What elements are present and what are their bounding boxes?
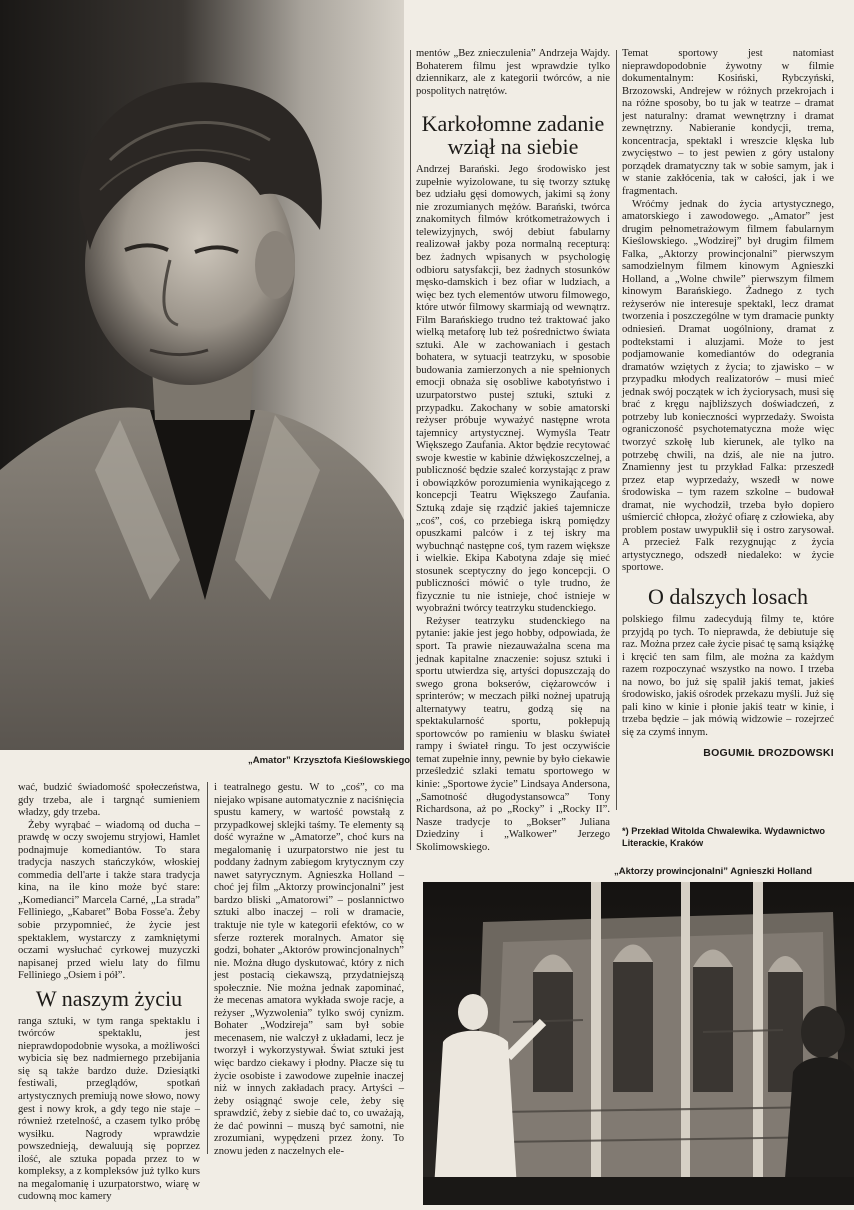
- col1-paragraph-2: Żeby wyrąbać – wiadomą od ducha – prawdę w oczy swojemu stryjowi, Hamlet podnajmuje komediantów. To stara tradycja naszych stańczyków, włoskiej commedia dell'arte i także stara tradycja kina, na ile kino może być stare: „Komedianci” Marcela Carné, „La strada” Felliniego, „Kabaret” Boba Fosse'a. Żeby sobie przypomnieć, że życie jest spektaklem, wystarczy z zamkniętymi oczami wysłuchać cyrkowej muzyczki napisanej przed wielu laty do filmu Felliniego „Osiem i pół”.: [18, 819, 200, 982]
- col3-paragraph-3: Reżyser teatrzyku studenckiego na pytanie: jakie jest jego hobby, odpowiada, że sport. Ta prawie niezauważalna scena ma jednak kapitalne znaczenie: sojusz sztuki i sportu utwierdza się, artyści dopuszczają do swego grona bokserów, ciężarowców i sprinterów; w meczach piłki nożnej upatrują alternatywy teatru, godzą się na spektakularność sportu, pokłepują sportowców po ramieniu w blasku świateł rampy i świateł ringu. To jest oczywiście temat zupełnie inny, pewnie by było ciekawie prześledzić szlaki tematu sportowego w kinie: „Sportowe życie” Lindsaya Andersona, „Samotność długodystansowca” Tony Richardsona, aż po „Rocky” i „Rocky II”. Nasze tradycje to „Bokser” Juliana Dziedziny i „Walkower” Jerzego Skolimowskiego.: [416, 615, 610, 853]
- photo-aktorzy: [423, 882, 854, 1205]
- col4-paragraph-2: Wróćmy jednak do życia artystycznego, amatorskiego i zawodowego. „Amator” jest drugim pełnometrażowym filmem fabularnym Kieślowskiego. „Wodzirej” był drugim filmem Falka, „Aktorzy prowincjonalni” pierwszym samodzielnym filmem kinowym Agnieszki Holland, a „Wolne chwile” pierwszym filmem kinowym Barańskiego. Żadnego z tych reżyserów nie interesuje spektakl, lecz dramat tworzenia i poszczególne w tym dramacie punkty odniesień. Dramat uogólniony, dramat z podtekstami i aluzjami. Może to jest podjamowanie komediantów do odegrania dramatów wziętych z życia; to zjawisko – w przypadku młodych realizatorów – musi mieć jednak swój początek w ich życiorysach, musi się brać z kręgu najbliższych doświadczeń, z potrzeby lub konieczności wyprzedaży. Swoista ograniczoność psychotematyczna może więc tworzyć szkołę lub kierunek, ale tylko na potrzebę chwili, na dziś, ale nie na jutro. Znamienny jest tu przykład Falka: przeszedł przez etap wyprzedaży, wszedł w nowe środowiska – tym razem szkolne – budował dramat, nie wychodził, trzeba było dopiero uśmiercić chłopca, złożyć ofiarę z człowieka, aby problem postaw uwypuklił się i ostro zarysował. A przecież Falk rezygnując z życia artystycznego, odszedł niedaleko: w życie sportowe.: [622, 198, 834, 574]
- col3-heading: Karkołomne zadanie wziął na siebie: [421, 111, 605, 160]
- author-signature: BOGUMIŁ DROZDOWSKI: [703, 747, 834, 760]
- col1-heading: W naszym życiu: [35, 985, 183, 1011]
- photo-amator-caption: „Amator” Krzysztofa Kieślowskiego: [248, 755, 411, 766]
- photo-aktorzy-image: [423, 882, 854, 1205]
- footnote: *) Przekład Witolda Chwalewika. Wydawnictwo Literackie, Kraków: [622, 826, 825, 848]
- col2-paragraph-1: i teatralnego gestu. W to „coś”, co ma niejako wpisane automatycznie z naciśnięcia spustu kamery, w wartość powstałą z przypadkowej sklejki taśmy. Te elementy są dość wyraźne w „Amatorze”, choć kurs na megalomanię i uzurpatorstwo nie jest tu poddany żadnym zabiegom krytycznym czy nawet satyrycznym. Agnieszka Holland – choć jej film „Aktorzy prowincjonalni” jest bardzo bliski „Amatorowi” – poslannictwo sztuki albo inaczej – roli w dramacie, traktuje nie tyle w kategorii efektów, co w sferze rozterek moralnych. Amator się godzi, bohater „Aktorów prowincjonalnych” nie. Można długo dyskutować, który z nich jest postacią ciekawszą, przydatniejszą społecznie. Nie można jednak zapominać, że mecenas amatora wykłada swoje racje, a reżyser „Wyzwolenia” tylko swój cynizm. Bohater „Wodzireja” sam był sobie mecenasem, nie walczył z układami, lecz je tworzył i wykorzystywał. Świat sztuki jest więc bardzo ciekawy i płodny. Płacze się tu życie osobiste i zawodowe zupełnie inaczej niż w innych zakładach pracy. Artyści – żeby osiągnąć swoje cele, żeby się sprawdzić, żeby z siebie dać to, co uważają, że dać powinni – muszą być samotni, nie zrozumiani, wypędzeni przez żony. To znowu jeden z naczelnych ele-: [214, 782, 405, 1157]
- photo-amator-image: [0, 0, 404, 750]
- col1-paragraph-1: wać, budzić świadomość społeczeństwa, gdy trzeba, ale i targnąć sumieniem władzy, gdy trzeba.: [18, 782, 200, 819]
- col4-paragraph-1: Temat sportowy jest natomiast nieprawdopodobnie żywotny w filmie dokumentalnym: Kosiński, Rybczyński, Brzozowski, Andrejew w różnych przekrojach i na różne sposoby, bo tu jak w teatrze – dramat jest naturalny: dramat wewnętrzny i dramat zewnętrzny. Nabieranie kondycji, trema, koncentracja, spektakl i wreszcie klęska lub zwycięstwo – to jest pewien z góry ustalony porządek dramatyczny tak w sobie samym, jak i w stanie zakłócenia, tak w całości, jak i we fragmentach.: [622, 48, 834, 198]
- col1-paragraph-3: ranga sztuki, w tym ranga spektaklu i twórców spektaklu, jest nieprawdopodobnie wysoka, a możliwości wybicia się bez nadmiernego przebijania się są także bardzo duże. Dziesiątki festiwali, przeglądów, spotkań artystycznych premiują nowe słowo, nowy gest i nowy krok, a gdy tego nie staje – również rzetelność, a czasem tylko próbę wysiłku. Nagrody wprawdzie powszednieją, dewaluują się poprzez ilość, ale sztuka popada przez to w kompleksy, a z kompleksów już tylko kurs na megalomanię i uzurpatorstwo, wiarę w cudowną moc kamery: [18, 1015, 200, 1203]
- column-divider-1: [207, 782, 208, 1154]
- column-divider-2: [410, 50, 411, 850]
- photo-amator: [0, 0, 404, 750]
- column-1: [18, 782, 200, 1203]
- column-3: [416, 48, 610, 853]
- column-2: [214, 782, 404, 1182]
- col3-paragraph-1: mentów „Bez znieczulenia” Andrzeja Wajdy. Bohaterem filmu jest wprawdzie tylko dziennikarz, ale z kategorii twórców, a nie pospolitych natrętów.: [416, 48, 610, 97]
- column-divider-3: [616, 50, 617, 810]
- column-4: [622, 48, 834, 813]
- col4-heading: O dalszych losach: [647, 583, 809, 609]
- col4-paragraph-3: polskiego filmu zadecydują filmy te, które przyjdą po tych. To nieprawda, że debiutuje się raz. Można przez całe życie pisać tę samą książkę i kręcić ten sam film, ale można za każdym razem rozpoczynać wszystko na nowo. I trzeba na nowo, bo już się spalił jakiś temat, jakieś środowisko, jakiś ośrodek przekazu myśli. Już się pali kino w kinie i płonie jakiś teatr w kinie, i trzeba będzie – jak mówią widzowie – rozejrzeć się za czymś innym.: [622, 613, 834, 738]
- photo-aktorzy-caption: „Aktorzy prowincjonalni” Agnieszki Holland: [614, 866, 813, 877]
- col3-paragraph-2: Andrzej Barański. Jego środowisko jest zupełnie wyizolowane, tu się tworzy sztukę bez udziału gęsi domowych, jakimi są żony nie zrozumianych mężów. Barański, twórca znakomitych filmów krótkometrażowych i telewizyjnych, swój debiut fabularny realizował jakby poza normalną recepturą: bez żadnych wpisanych w psychologię odbioru satysfakcji, bez żadnych stosunków męsko-damskich i bez ofiar w ludziach, a więc bez tych elementów utworu filmowego, które utwór filmowy skarmiają od wewnątrz. Film Barańskiego trudno też traktować jako wielką metaforę lub też pośrednictwo świata sztuki. Ale w zachowaniach i gestach bohatera, w sytuacji teatrzyku, w sposobie budowania zamierzonych a nie spełnionych emocji obnaża się osobliwe kabotyństwo i uzurpatorstwo pustej sztuki, sztuki z przypadku. Zakochany w sobie amatorski reżyser próbuje wyważyć następne wrota tajemnicy artystycznej. Wymyśla Teatr Większego Zaufania. Aktor będzie recytować swoje kwestie w kabinie dźwiękoszczelnej, a publiczność będzie szaleć korzystając z praw i obowiązków porozumienia wynikającego z koncepcji Teatru Większego Zaufania. Sztuką zdaje się rządzić jakieś tajemnicze „coś”, coś, co przebiega iskrą pomiędzy opuszkami palców i z tej iskry ma wybuchnąć następne coś, tym razem większe i wielkie. Ekipa Kabotyna zdaje się mieć stosunek sceptyczny do jego koncepcji. O publiczności mówić o tyle trudno, że fizycznie tu nie istnieje, choć istnieje w wyobraźni twórcy teatrzyku studenckiego.: [416, 164, 610, 615]
